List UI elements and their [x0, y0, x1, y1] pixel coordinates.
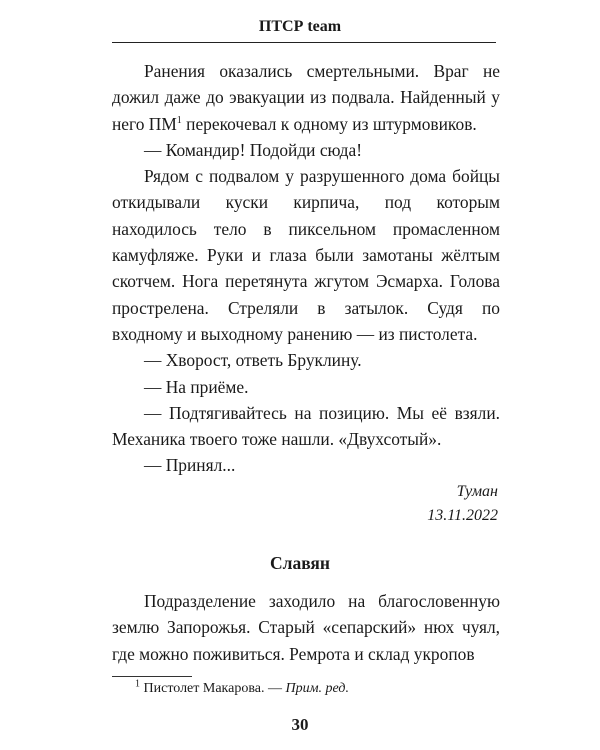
paragraph: Подразделение заходило на благословенную землю Запорожья. Старый «сепарский» нюх чуял, где можно поживиться. Ремрота и склад укропов [112, 591, 500, 664]
paragraph-text: перекочевал к одному из штурмовиков. [181, 113, 477, 134]
footnote-rule [112, 676, 192, 677]
footnote-note: Прим. ред. [285, 681, 349, 696]
paragraph: — На приёме. [144, 376, 249, 397]
main-text [112, 58, 500, 479]
paragraph [112, 58, 500, 137]
paragraph: — Командир! Подойди сюда! [144, 139, 363, 160]
paragraph: Рядом с подвалом у разрушенного дома бойцы откидывали куски кирпича, под которым находилось тело в пиксельном промасленном камуфляже. Руки и глаза были замотаны жёлтым скотчем. Нога перетянута жгутом Эсмарха. Голова прострелена. Стреляли в затылок. Судя по входному и выходному ранению — из пистолета. [112, 166, 500, 344]
running-header: ПТСР team [258, 18, 342, 35]
paragraph: — Подтягивайтесь на позицию. Мы её взяли. Механика твоего тоже нашли. «Двухсотый». [112, 402, 500, 450]
header-rule [112, 42, 496, 43]
paragraph-text: Ранения оказались смертельными. Враг не дожил даже до эвакуации из подвала. Найденный у него ПМ [112, 61, 500, 134]
signature-date: 13.11.2022 [427, 507, 498, 524]
page-number: 30 [291, 715, 309, 734]
footnote-text: Пистолет Макарова. — [143, 681, 286, 696]
paragraph: — Хворост, ответь Бруклину. [144, 350, 362, 371]
paragraph: — Принял... [144, 455, 236, 476]
signature-author: Туман [456, 483, 498, 500]
section-text [112, 588, 500, 667]
footnote-number: 1 [135, 678, 140, 690]
section-title: Славян [270, 553, 330, 573]
footnote [135, 678, 495, 697]
footnote-marker: 1 [176, 114, 182, 126]
